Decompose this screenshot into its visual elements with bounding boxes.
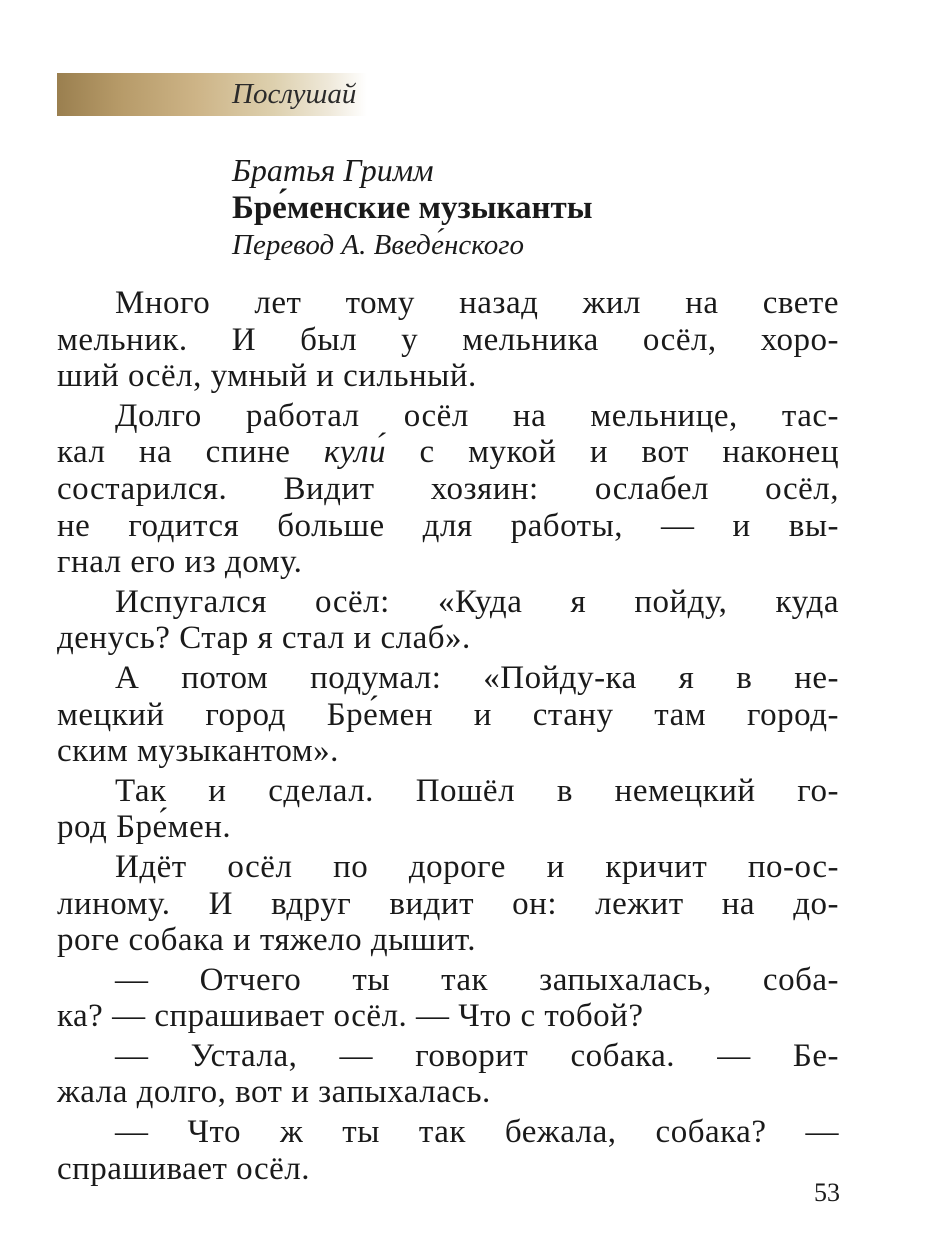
text-line: род Бре́мен. [57,809,232,846]
story-title: Бре́менские музыканты [232,190,593,226]
story-text [57,285,839,1187]
text-line: ским музыкантом». [57,733,339,770]
text-line: — Что ж ты так бежала, собака? — [115,1114,839,1151]
text-line: Идёт осёл по дороге и кричит по-ос- [115,848,839,885]
text-line: мецкий город Бре́мен и стану там город- [57,696,839,733]
text-line: Испугался осёл: «Куда я пойду, куда [115,583,839,620]
text-line: — Отчего ты так запыхалась, соба- [115,961,839,998]
text-line: А потом подумал: «Пойду-ка я в не- [115,659,839,696]
text-line: линому. И вдруг видит он: лежит на до- [57,885,839,922]
text-line: — Устала, — говорит собака. — Бе- [115,1037,839,1074]
text-line: кал на спине кули́ с мукой и вот наконец [57,434,839,471]
text-line: Долго работал осёл на мельнице, тас- [115,397,839,434]
author-name: Братья Гримм [232,152,434,188]
text-line: Так и сделал. Пошёл в немецкий го- [115,772,839,809]
text-line: мельник. И был у мельника осёл, хоро- [57,321,839,358]
text-line: гнал его из дому. [57,544,303,581]
text-line: Много лет тому назад жил на свете [115,285,839,321]
text-line: роге собака и тяжело дышит. [57,922,477,959]
section-label: Послушай [232,78,357,110]
text-line: состарился. Видит хозяин: ослабел осёл, [57,470,839,507]
text-line: ка? — спрашивает осёл. — Что с тобой? [57,998,644,1035]
text-line: жала долго, вот и запыхалась. [57,1074,491,1111]
text-line: денусь? Стар я стал и слаб». [57,620,471,657]
text-line: не годится больше для работы, — и вы- [57,507,839,544]
text-line: спрашивает осёл. [57,1150,310,1187]
emphasized-word: кули́ [323,434,386,471]
text-line: ший осёл, умный и сильный. [57,358,477,395]
translator-credit: Перевод А. Введе́нского [232,229,525,261]
page-number: 53 [814,1178,840,1207]
